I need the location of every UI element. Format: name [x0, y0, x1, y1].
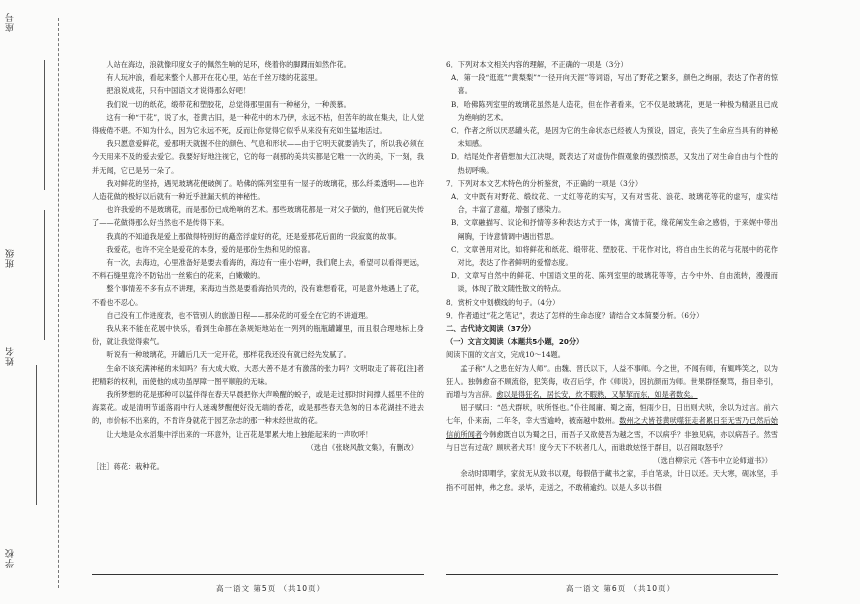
- paragraph: 我从来不能在花展中快乐，看到生命都在条规矩地站在一列列的瓶瓶罐罐里，而且很合理地标上身份，就让我觉得索气。: [92, 324, 424, 347]
- left-bottom-rule: [92, 574, 424, 575]
- paragraph: 我们说一切的纸花，缎带花和塑胶花，总觉得那里面有一种秘分，一种羡慕。: [106, 99, 351, 109]
- footnote: ［注］蒋花：栽种花。: [92, 462, 164, 472]
- paragraph: 我真的不知道我是爱上那做得特别好的矗峦浮虚好的花，还是爱那花后面的一段寂寞的故事。: [106, 231, 402, 241]
- question-8: 8．赏析文中划横线的句子。（4分）: [446, 297, 560, 307]
- name-field-line: [36, 365, 37, 505]
- paragraph: 我所梦想的花是那种可以猛伴得在春天早晨把你大声唤醒的蜕子，或是走过那时时间撑人摇里不住的海菜花。或是清明节遥落雨中行人迷魂梦醒便好没无端的香花，或是那些春天急匆的日本花湖挂不进去的，市价标不出来的，不肯许身就花于园艺杂志的那一种未经世故的花。: [92, 390, 424, 426]
- paragraph: 听说有一种玻璃花，开罐后几天一定开花，那样花我还没有就已经先发腻了。: [106, 350, 351, 360]
- source-citation: （选自《张晓风散文集》，有删改）: [306, 442, 418, 452]
- school-label: 学校: [6, 548, 16, 568]
- classical-paragraph-2: 余动时即喟学，家贫无从致书以观，每假借于藏书之家，手自笔录，计日以还。天大寒，砚冰坚，手指不可屈伸，弗之怠。录毕，走送之，不敢稍逾约。以是人多以书假: [446, 469, 778, 492]
- class-field-line: [44, 210, 45, 340]
- question-7-option-c: C．文章善用对比，如将鲜花和纸花、缎带花、塑胶花、干花作对比，将自由生长的花与花展中的花作对比，表达了作者鲜明的爱憎态度。: [451, 244, 778, 268]
- paragraph: 也许我爱的不是玻璃花，而是那份已成绝响的艺术。那些玻璃花都是一对父子做的，他们死后就失传了——花做得那么好当然也不是传得下来。: [92, 205, 424, 228]
- class-label: 班级: [6, 248, 16, 268]
- paragraph: 生命不该充满神秘的未知吗？有大成大败、大恶大善不是才有激荡的张力吗？文明取走了蒋花[注]者把精彩的权利，而使他的成功虽厚障一图平顺般的无味。: [92, 363, 424, 386]
- binding-gutter: [0, 0, 70, 604]
- paragraph: 有人玩冲浪，看起来整个人都开在花心里，站在千丝万缕的花蕊里。: [106, 73, 323, 83]
- paragraph: 我对鲜花的坚持，遇见玻璃花便破例了。哈佛的陈列室里有一屋子的玻璃花，那么纤柔透明——也许人造花做的极好以后就有一种近乎泄漏天机的神秘性。: [92, 178, 424, 202]
- question-7-option-d: D．文章写自然中的鲜花、中国语文里的花、陈列室里的玻璃花等等，古今中外、自由流转，漫漫而谈，体现了散文随性散文的特点。: [451, 271, 778, 294]
- paragraph: 我爱花，也许不完全是爱花的本身，爱的是那份生热和见的惊喜。: [106, 244, 315, 254]
- question-7-option-b: B．文章融描写、议论和抒情等多种表达方式于一体，寓情于花，缘花阐发生命之感悟，于来娓中带出阐胸，于诗意情调中遇出哲思。: [451, 218, 778, 241]
- paragraph: 整个事情差不多有点不讲理，来海边当然是要看海拾贝壳的，没有谁想看花，可是意外地遇上了花，不看也不忍心。: [92, 284, 424, 307]
- paragraph: 人站在海边，浪就像印度女子的佩然生响的足环，绕着你的脚踝而如然作花。: [106, 60, 351, 69]
- right-bottom-rule: [446, 574, 778, 575]
- left-page-footer: 高一语文 第5页 （共10页）: [216, 584, 326, 593]
- paragraph: 把浪说成花，只有中国语文才说得那么好吧！: [106, 86, 251, 96]
- question-6-option-a: A．第一段“逛逛”“黄梨梨”“一径开向天涯”等词语，写出了野花之繁多，颜色之绚丽，表达了作者的惊喜。: [451, 73, 778, 96]
- question-7-stem: 7．下列对本文艺术特色的分析鉴赏，不正确的一项是（3分）: [446, 178, 643, 188]
- question-7-option-a: A．文中既有对野花、缎纹花、一丈红等花的实写，又有对雪花、浪花、玻璃花等花的虚写，虚实结合，丰富了意蕴，增强了感染力。: [451, 192, 778, 215]
- paragraph: 自己没有工作进度表，也不管别人的旅游日程——那朵花的可爱全在它的不讲道理。: [106, 310, 373, 320]
- classical-source: （选自柳宗元《答韦中立论师道书》）: [653, 456, 772, 466]
- seat-label: 座号: [6, 12, 16, 32]
- question-9: 9．作者通过“花之笔记”，表达了怎样的生命态度？请结合文本简要分析。（6分）: [446, 310, 704, 320]
- question-6-option-b: B．哈佛陈列室里的玻璃花虽然是人造花，但在作者看来，它不仅是玻璃花，更是一种极为精湛且已成为绝响的艺术。: [451, 99, 778, 122]
- underlined-sentence: 数州之犬皆苍黄吠噬狂走者累日至无雪乃已然后始信前所闻者: [446, 416, 778, 439]
- classical-paragraph: 孟子称“人之患在好为人师”。由魏、晋氏以下，人益不事师。今之世，不闻有师，有辄哗笑之，以为狂人。独韩愈奋不顾流俗，犯笑侮，收召后学，作《师说》，因抗颜而为师。世果群怪聚骂，指目牵引，而增与为言辞。愈以是得狂名，居长安，炊不暇熟，又挈挈而东，如是者数矣。: [446, 363, 778, 400]
- seat-field-line: [44, 60, 45, 190]
- left-page-column: [92, 58, 424, 578]
- right-page-footer: 高一语文 第6页 （共10页）: [566, 584, 676, 593]
- right-page-column: [446, 58, 778, 578]
- classical-paragraph: 屈子赋曰：“邑犬群吠，吠所怪也。”仆往闻庸、蜀之南，恒雨少日，日出则犬吠，余以为过言。前六七年，仆来南，二年冬，幸大雪逾岭，被南越中数州。数州之犬皆苍黄吠噬狂走者累日至无雪乃已然后始信前所闻者今韩愈既自以为蜀之日，而吾子又欲使吾为越之雪，不以病乎？非独见病，亦以病吾子。然雪与日岂有过哉？顾吠者犬耳！度今天下不吠者几人，而谁敢炫怪于群目，以召闹取怒乎？: [446, 403, 778, 452]
- question-6-option-c: C．作者之所以厌恶罐头花，是因为它的生命状态已经被人为预设，固定，丧失了生命应当具有的神秘未知感。: [451, 126, 778, 149]
- paragraph: 我只愿意爱鲜花，爱那明天就握不住的颜色、气息和形状——由于它明天就要消失了，所以我必须在今天用来不及的爱去爱它。我要好好地注视它，它的每一刹那的美共实都是它唯一一次的美，下一刻，我并无闻，它已是另一朵了。: [92, 139, 424, 175]
- paragraph: 有一次，去海边，心里准备好是要去看海的，海边有一座小岩岬，我们爬上去，希望可以看得更远，不料石缝里竟冷不防钻出一丝紫白的花来，白嫩嫩的。: [92, 258, 424, 281]
- paragraph: 让大地是众水滔集中浮出来的一环意外，让百花是罪累大地上独能起来的一声吹呼！: [106, 429, 373, 439]
- section-heading: 二、古代诗文阅读（37分）: [446, 324, 536, 334]
- name-label: 姓名: [6, 346, 16, 366]
- subsection-heading: （一）文言文阅读（本题共5小题，20分）: [446, 337, 584, 347]
- question-6-stem: 6．下列对本文相关内容的理解，不正确的一项是（3分）: [446, 60, 628, 69]
- seal-line: [58, 18, 59, 588]
- reading-instruction: 阅读下面的文言文，完成10～14题。: [446, 350, 565, 360]
- paragraph: 这有一种“干花”，说了水，苍黄古旧，是一种花中的木乃伊，永远不枯，但苦年的故在集夫，让人觉得疲倦不堪。不知为什么，因为它永远不死，反而让你觉得它似乎从来没有充如生猛地活过。: [92, 112, 424, 136]
- question-6-option-d: D．结尾处作者借想加大江决堤，既表达了对虚伪作假观象的强烈愤恶，又发出了对生命自由与个性的热切呼唤。: [451, 152, 778, 175]
- underlined-sentence: 愈以是得狂名，居长安，炊不暇熟，又挈挈而东，如是者数矣。: [496, 390, 698, 400]
